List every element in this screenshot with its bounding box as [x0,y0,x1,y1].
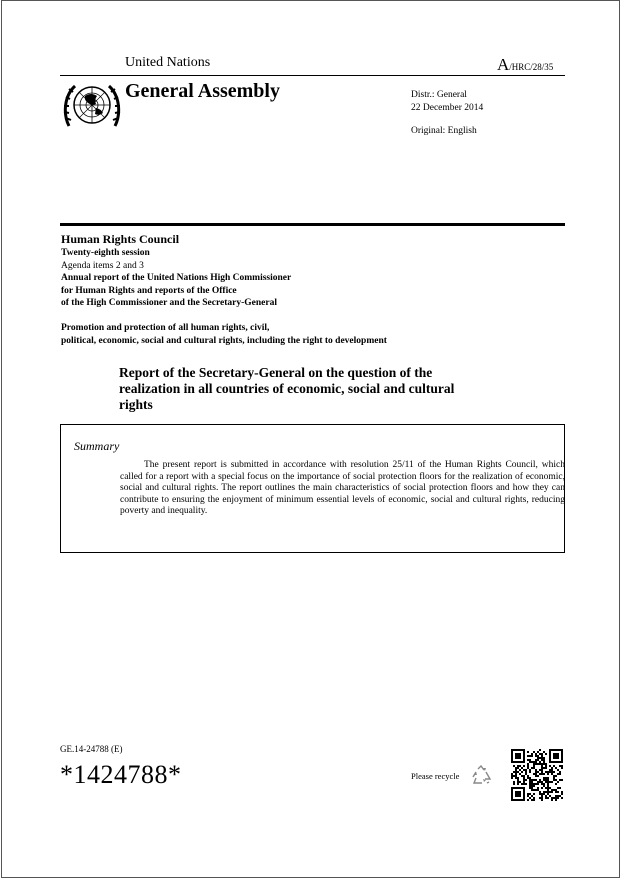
agenda-line: of the High Commissioner and the Secretary-General [61,298,278,308]
title-line: Report of the Secretary-General on the question of the [119,365,433,380]
report-title [119,365,519,413]
symbol-letter: A [497,55,510,74]
title-line: realization in all countries of economic, social and cultural [119,381,455,396]
un-emblem-icon [63,80,121,132]
council-name: Human Rights Council [61,232,180,246]
agenda-items: Agenda items 2 and 3 [61,261,144,271]
org-name: United Nations [125,55,211,70]
distribution: Distr.: General [411,90,467,100]
document-meta [411,89,483,138]
summary-text: The present report is submitted in accordance with resolution 25/11 of the Human Rights Council, which called for a report with a special focus on the importance of social protection floors for the realization of economic, social and cultural rights. The report outlines the main characteristics of social protection floors and how they can contribute to ensuring the enjoyment of minimum essential levels of economic, social and cultural rights, reducing poverty and inequality. [120,460,565,516]
recycle-icon [470,765,492,785]
original-language: Original: English [411,126,477,136]
summary-box [60,424,565,553]
top-rule [60,75,565,76]
header-thick-rule [60,223,565,226]
body-name: General Assembly [125,80,280,102]
recycle-text: Please recycle [411,771,460,781]
agenda-description [61,272,291,310]
agenda-subtitle [61,322,387,347]
agenda-line: Annual report of the United Nations High Commissioner [61,273,292,283]
agenda-line: for Human Rights and reports of the Office [61,285,237,296]
qr-code-icon [511,749,563,801]
summary-heading: Summary [74,439,120,453]
barcode-text: *1424788* [60,760,182,789]
session: Twenty-eighth session [61,248,150,258]
symbol-rest: /HRC/28/35 [509,62,554,72]
title-line: rights [119,397,153,412]
document-symbol [497,55,553,75]
subtitle-line: Promotion and protection of all human rights, civil, [61,323,270,333]
issue-date: 22 December 2014 [411,103,484,113]
job-number: GE.14-24788 (E) [60,744,123,754]
subtitle-line: political, economic, social and cultural rights, including the right to development [61,335,387,346]
